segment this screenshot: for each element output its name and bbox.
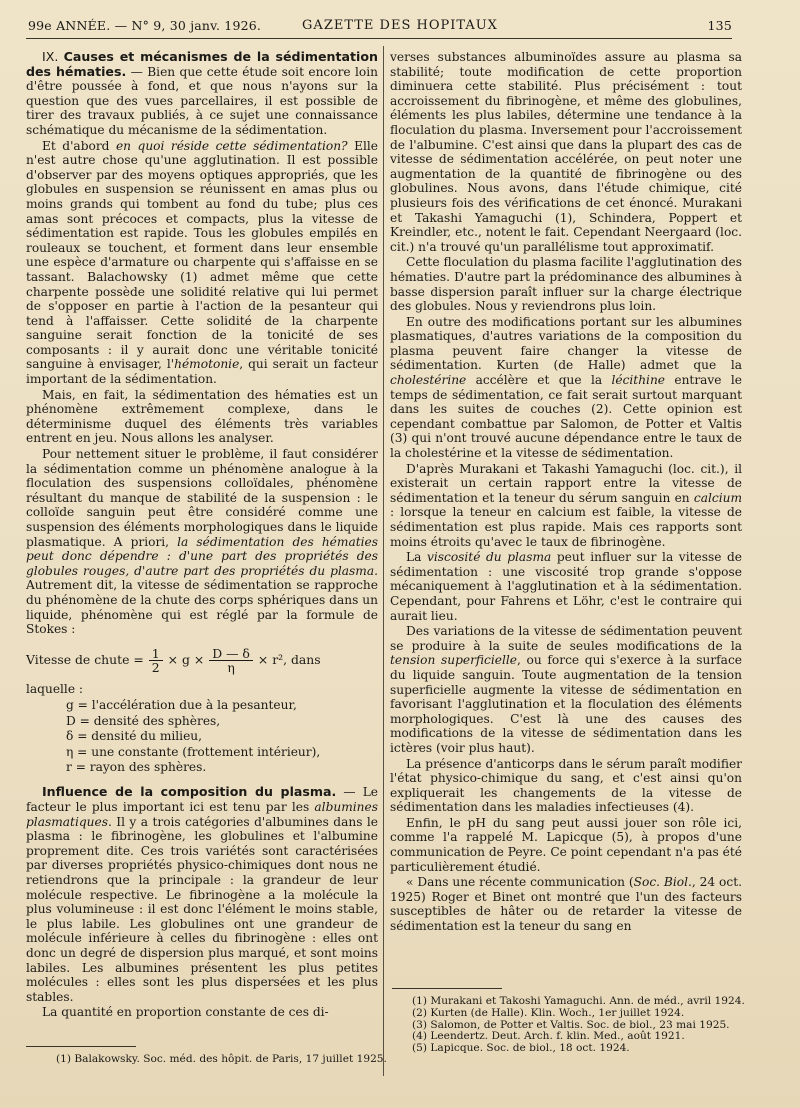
section-title: Causes et mécanismes de la sédimentation des hématies. <box>26 49 378 79</box>
text-run: En outre des modifications portant sur les albumines plasmatiques, d'autres variations de la composition du plasma peuvent faire changer la vitesse de sédimentation. Kurten (de Halle) admet que la <box>390 314 742 373</box>
subsection-title: Influence de la composition du plasma. <box>42 784 337 800</box>
footnote-item: (3) Salomon, de Potter et Valtis. Soc. de biol., 23 mai 1925. <box>412 1018 730 1031</box>
italic-run: Soc. Biol. <box>633 875 692 890</box>
paragraph-floculation: Cette floculation du plasma facilite l'agglutination des hématies. D'autre part la prédominance des albumines à basse dispersion paraît influer sur la charge électrique des globules. Nous y reviendrons plus loin. <box>390 255 742 314</box>
footnote-rule-left <box>26 1046 136 1047</box>
definition-item: δ = densité du milieu, <box>66 729 203 744</box>
left-column <box>26 50 378 1021</box>
footnotes-left <box>56 1054 387 1066</box>
text-run: entrave le temps de sédimentation, ce fait serait surtout marquant dans les suites de couches (2). Cette opinion est cependant combattue par Salomon, de Potter et Valtis (3) qui n'ont trouvé aucune dépendance entre le taux de la cholestérine et la vitesse de sédimentation. <box>390 373 742 461</box>
column-divider <box>383 46 384 1076</box>
text-run: Elle n'est autre chose qu'une agglutination. Il est possible d'observer par des moyens optiques appropriés, que les globules en suspension se réunissent en amas plus ou moins grands qui tombent au fond du tube; plus ces amas sont précoces et compacts, plus la vitesse de sédimentation est rapide. Tous les globules empilés en rouleaux se touchent, et forment dans leur ensemble une espèce d'armature ou charpente qui s'affaisse en se tassant. Balachowsky (1) admet même que cette charpente possède une solidité relative qui lui permet de s'opposer en partie à l'action de la pesanteur qui tend à l'affaisser. Cette solidité de la charpente sanguine serait fonction de la tonicité de ses composants : il y aurait donc une véritable tonicité sanguine à envisager, l' <box>26 138 378 372</box>
paragraph-agglutination <box>26 139 378 387</box>
stokes-formula <box>26 647 378 674</box>
italic-run: calcium <box>693 490 742 505</box>
fraction-one-half <box>149 647 163 674</box>
text-run: « Dans une récente communication ( <box>406 875 634 890</box>
italic-run: tension superficielle <box>390 653 517 668</box>
definition-item: g = l'accélération due à la pesanteur, <box>66 698 297 713</box>
text-run: accélère et que la <box>466 373 612 388</box>
fraction-numerator: D — δ <box>209 647 253 661</box>
paragraph-complexity: Mais, en fait, la sédimentation des hématies est un phénomène extrêmement complexe, dans le déterminisme duquel des éléments très variables entrent en jeu. Nous allons les analyser. <box>26 387 378 446</box>
formula-lhs: Vitesse de chute = <box>26 651 144 667</box>
footnote-item: (5) Lapicque. Soc. de biol., 18 oct. 1924. <box>412 1042 630 1055</box>
issue-line: 99e ANNÉE. — N° 9, 30 janv. 1926. <box>28 18 262 33</box>
formula-rhs: × r², dans <box>257 651 321 667</box>
paragraph-calcium <box>390 462 742 550</box>
text-run: . Il y a trois catégories d'albumines dans le plasma : le fibrinogène, les globulines et l'albumine proprement dite. Ces trois variétés sont caractérisées par diverses propriétés physico-chimiques dont nous ne retiendrons que la principale : la grandeur de leur molécule respective. Le fibrinogène a la molécule la plus volumineuse : il est donc l'élément le moins stable, le plus labile. Les globulines ont une grandeur de molécule inférieure à celles du fibrinogène : elles ont donc un degré de dispersion plus marqué, et sont moins labiles. Les albumines présentent les plus petites molécules : elles sont les plus dispersées et les plus stables. <box>26 814 378 1004</box>
definition-item: r = rayon des sphères. <box>66 759 207 774</box>
fraction-density <box>209 647 253 674</box>
text-run: Pour nettement situer le problème, il faut considérer la sédimentation comme un phénomène analogue à la floculation des suspensions colloïdales, phénomène résultant du manque de stabilité de la suspension : le colloïde sanguin peut être considéré comme une suspension des éléments morphologiques dans le liquide plasmatique. A priori, <box>26 447 378 549</box>
text-run: peut influer sur la vitesse de sédimentation : une viscosité trop grande s'oppose mécaniquement à l'agglutination et à la sédimentation. Cependant, pour Fahrens et Löhr, c'est le contraire qui aurait lieu. <box>390 550 743 623</box>
text-run: , 24 oct. 1925) Roger et Binet ont montré que l'un des facteurs susceptibles de hâter ou de retarder la vitesse de sédimentation est la teneur du sang en <box>390 875 742 934</box>
footnote-item: (1) Murakani et Takoshi Yamaguchi. Ann. de méd., avril 1924. <box>412 995 745 1007</box>
italic-run: albumines plasmatiques <box>26 799 378 829</box>
definition-item: D = densité des sphères, <box>66 713 221 728</box>
paragraph-problem <box>26 447 378 637</box>
paragraph-tension <box>390 624 742 755</box>
paragraph-stability: verses substances albuminoïdes assure au plasma sa stabilité; toute modification de cette proportion diminuera cette stabilité. Plus précisément : tout accroissement du fibrinogène, et même des globulines, éléments les plus labiles, détermine une tendance à la floculation du plasma. Inversement pour l'accroissement de l'albumine. C'est ainsi que dans la plupart des cas de vitesse de sédimentation accélérée, on peut noter une augmentation de la quantité de fibrinogène ou des globulines. Nous avons, dans l'étude chimique, cité plusieurs fois des vérifications de cet énoncé. Murakani et Takashi Yamaguchi (1), Schindera, Poppert et Kreindler, etc., notent le fait. Cependant Neergaard (loc. cit.) n'a trouvé qu'un parallélisme tout approximatif. <box>390 50 742 254</box>
journal-title: GAZETTE DES HOPITAUX <box>302 18 498 33</box>
paragraph-anticorps: La présence d'anticorps dans le sérum paraît modifier l'état physico-chimique du sang, et c'est ainsi qu'on expliquerait les changements de la vitesse de sédimentation dans les maladies infectieuses (4). <box>390 756 742 815</box>
italic-run: cholestérine <box>390 373 467 388</box>
footnote-item: (4) Leendertz. Deut. Arch. f. klin. Med., août 1921. <box>412 1030 685 1043</box>
footnote-item: (1) Balakowsky. Soc. méd. des hôpit. de Paris, 17 juillet 1925. <box>56 1053 387 1065</box>
paragraph-viscosity <box>390 550 742 623</box>
text-run: : lorsque la teneur en calcium est faible, la vitesse de sédimentation est plus rapide. Mais ces rapports sont moins étroits qu'avec le taux de fibrinogène. <box>390 505 742 549</box>
text-run: , qui serait un facteur important de la sédimentation. <box>26 357 378 387</box>
paragraph-plasma-influence <box>26 785 378 1004</box>
italic-run: hémotonie <box>174 357 240 372</box>
text-run: — Le facteur le plus important ici est tenu par les <box>26 785 378 814</box>
italic-run: viscosité du plasma <box>426 550 552 565</box>
section-ix-intro <box>26 50 378 138</box>
fraction-denominator: η <box>227 659 235 675</box>
text-run: D'après Murakani et Takashi Yamaguchi (loc. cit.), il existerait un certain rapport entre la vitesse de sédimentation et la teneur du sérum sanguin en <box>390 461 742 505</box>
formula-mid: × g × <box>167 651 205 667</box>
italic-run: lécithine <box>611 373 666 388</box>
formula-after: laquelle : <box>26 681 84 696</box>
text-run: Et d'abord <box>42 138 116 153</box>
paragraph-continued: La quantité en proportion constante de ces di- <box>42 1005 329 1020</box>
right-column <box>390 50 742 935</box>
text-run: Des variations de la vitesse de sédimentation peuvent se produire à la suite de seules modifications de la <box>390 624 742 653</box>
paragraph-cholesterine <box>390 315 742 461</box>
paragraph-text: — Bien que cette étude soit encore loin d'être poussée à fond, et que nous n'ayons sur la question que des vues parcellaires, il est possible de tirer des travaux publiés, à ce sujet une connaissance schématique du mécanisme de la sédimentation. <box>26 64 378 137</box>
text-run: Autrement dit, la vitesse de sédimentation se rapproche du phénomène de la chute des corps sphériques dans un liquide, phénomène qui est réglé par la formule de Stokes : <box>26 578 378 637</box>
fraction-denominator: 2 <box>151 659 160 675</box>
header-rule <box>26 38 732 39</box>
paragraph-ph: Enfin, le pH du sang peut aussi jouer son rôle ici, comme l'a rappelé M. Lapicque (5), à propos d'une communication de Peyre. Ce point cependant n'a pas été particulièrement étudié. <box>390 815 742 874</box>
footnote-item: (2) Kurten (de Halle). Klin. Woch., 1er juillet 1924. <box>412 1006 685 1019</box>
italic-run: en quoi réside cette sédimentation? <box>115 138 348 153</box>
text-run: La <box>406 550 427 565</box>
footnotes-right <box>412 996 745 1055</box>
page-number: 135 <box>707 18 732 33</box>
section-number: IX. <box>42 49 59 64</box>
formula-definitions <box>66 698 378 775</box>
footnote-rule-right <box>392 988 502 989</box>
paragraph-roger-binet <box>390 875 742 933</box>
italic-run: la sédimentation des hématies peut donc dépendre : d'une part des propriétés des globules rouges, d'autre part des propriétés du plasma. <box>26 534 378 578</box>
text-run: , ou force qui s'exerce à la surface du liquide sanguin. Toute augmentation de la tension superficielle augmente la vitesse de sédimentation en favorisant l'agglutination et la floculation des éléments morphologiques. C'est là une des causes des modifications de la vitesse de sédimentation dans les ictères (voir plus haut). <box>390 653 742 755</box>
fraction-numerator: 1 <box>149 647 163 661</box>
definition-item: η = une constante (frottement intérieur), <box>66 744 321 759</box>
